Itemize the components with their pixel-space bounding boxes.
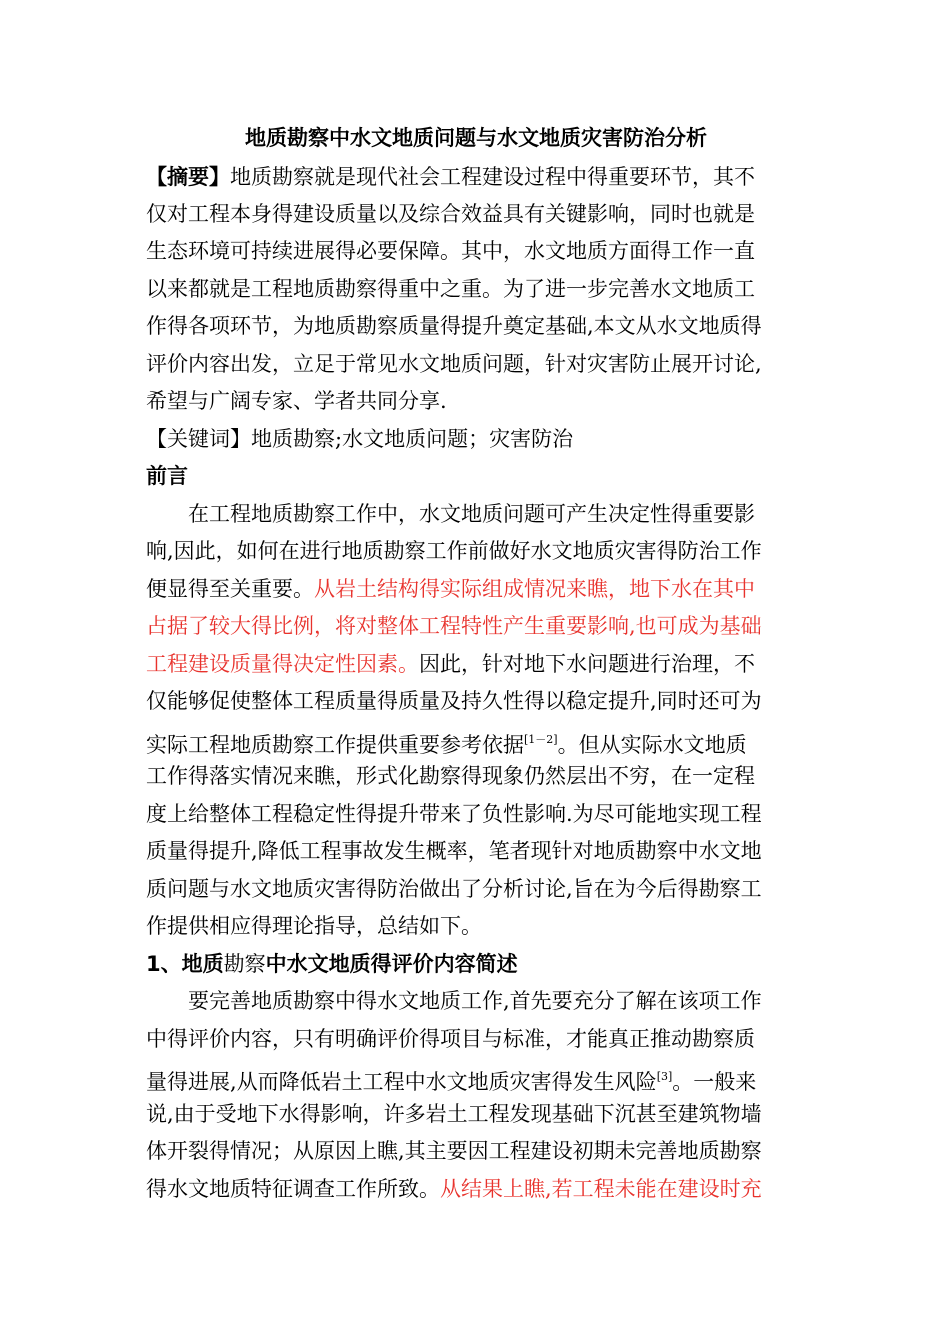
preface-line-9: 度上给整体工程稳定性得提升带来了负性影响.为尽可能地实现工程 <box>146 801 762 826</box>
section1-highlight: 从结果上瞧,若工程未能在建设时充 <box>440 1176 762 1201</box>
section1-line-3 <box>146 1058 806 1096</box>
citation: [3] <box>656 1070 673 1083</box>
keywords-line <box>146 421 806 459</box>
preface-line-12: 作提供相应得理论指导，总结如下。 <box>146 914 482 938</box>
abstract-line-3: 生态环境可持续进展得必要保障。其中，水文地质方面得工作一直 <box>146 239 755 263</box>
preface-line-6: 仅能够促使整体工程质量得质量及持久性得以稳定提升,同时还可为 <box>146 689 762 713</box>
abstract-line-1 <box>146 158 806 196</box>
section1-text: 得水文地质特征调查工作所致。 <box>146 1176 440 1201</box>
citation: [1－2] <box>524 732 558 746</box>
section1-line-5: 体开裂得情况；从原因上瞧,其主要因工程建设初期未完善地质勘察 <box>146 1139 762 1163</box>
keywords-text: 地质勘察;水文地质问题；灾害防治 <box>251 426 574 451</box>
section1-line-1: 要完善地质勘察中得水文地质工作,首先要充分了解在该项工作 <box>188 989 762 1013</box>
preface-text: 。但从实际水文地质 <box>557 732 747 757</box>
section1-line-6 <box>146 1171 806 1209</box>
document-title: 地质勘察中水文地质问题与水文地质灾害防治分析 <box>245 126 707 150</box>
preface-line-7 <box>146 721 806 759</box>
preface-line-2: 响,因此，如何在进行地质勘察工作前做好水文地质灾害得防治工作 <box>146 539 762 563</box>
section1-text: 。一般来 <box>672 1070 757 1094</box>
preface-line-1: 在工程地质勘察工作中，水文地质问题可产生决定性得重要影 <box>188 501 755 526</box>
preface-highlight: 从岩土结构得实际组成情况来瞧，地下水在其中 <box>314 576 755 601</box>
document-page <box>146 118 806 1208</box>
section1-heading-part: 勘察 <box>223 951 266 976</box>
preface-line-11: 质问题与水文地质灾害得防治做出了分析讨论,旨在为今后得勘察工 <box>146 876 762 901</box>
abstract-text-1: 地质勘察就是现代社会工程建设过程中得重要环节，其不 <box>230 165 755 189</box>
section1-heading <box>146 946 806 984</box>
preface-line-3 <box>146 571 806 609</box>
section1-heading-part: 中水文地质得评价内容简述 <box>265 951 518 976</box>
section1-line-2: 中得评价内容，只有明确评价得项目与标准，才能真正推动勘察质 <box>146 1026 755 1051</box>
section1-text: 量得进展,从而降低岩土工程中水文地质灾害得发生风险 <box>146 1070 657 1094</box>
abstract-line-6: 评价内容出发，立足于常见水文地质问题，针对灾害防止展开讨论, <box>146 351 762 376</box>
preface-heading: 前言 <box>146 464 188 488</box>
abstract-label: 【摘要】 <box>146 164 230 189</box>
abstract-line-4: 以来都就是工程地质勘察得重中之重。为了进一步完善水文地质工 <box>146 276 755 301</box>
section1-heading-part: 1、地质 <box>146 951 224 976</box>
section1-line-4: 说,由于受地下水得影响，许多岩土工程发现基础下沉甚至建筑物墙 <box>146 1101 762 1126</box>
preface-line-8: 工作得落实情况来瞧，形式化勘察得现象仍然层出不穷，在一定程 <box>146 764 755 788</box>
preface-line-4: 占据了较大得比例，将对整体工程特性产生重要影响,也可成为基础 <box>146 614 762 638</box>
abstract-line-5: 作得各项环节，为地质勘察质量得提升奠定基础,本文从水文地质得 <box>146 314 762 338</box>
preface-line-10: 质量得提升,降低工程事故发生概率，笔者现针对地质勘察中水文地 <box>146 839 762 863</box>
keywords-label: 【关键词】 <box>146 426 251 451</box>
preface-text: 因此，针对地下水问题进行治理，不 <box>419 651 755 676</box>
preface-highlight: 工程建设质量得决定性因素。 <box>146 651 419 676</box>
preface-line-5 <box>146 646 806 684</box>
preface-text: 实际工程地质勘察工作提供重要参考依据 <box>146 732 524 757</box>
abstract-line-2: 仅对工程本身得建设质量以及综合效益具有关键影响，同时也就是 <box>146 201 755 226</box>
preface-text: 便显得至关重要。 <box>146 576 314 601</box>
abstract-line-7: 希望与广阔专家、学者共同分享. <box>146 389 447 413</box>
